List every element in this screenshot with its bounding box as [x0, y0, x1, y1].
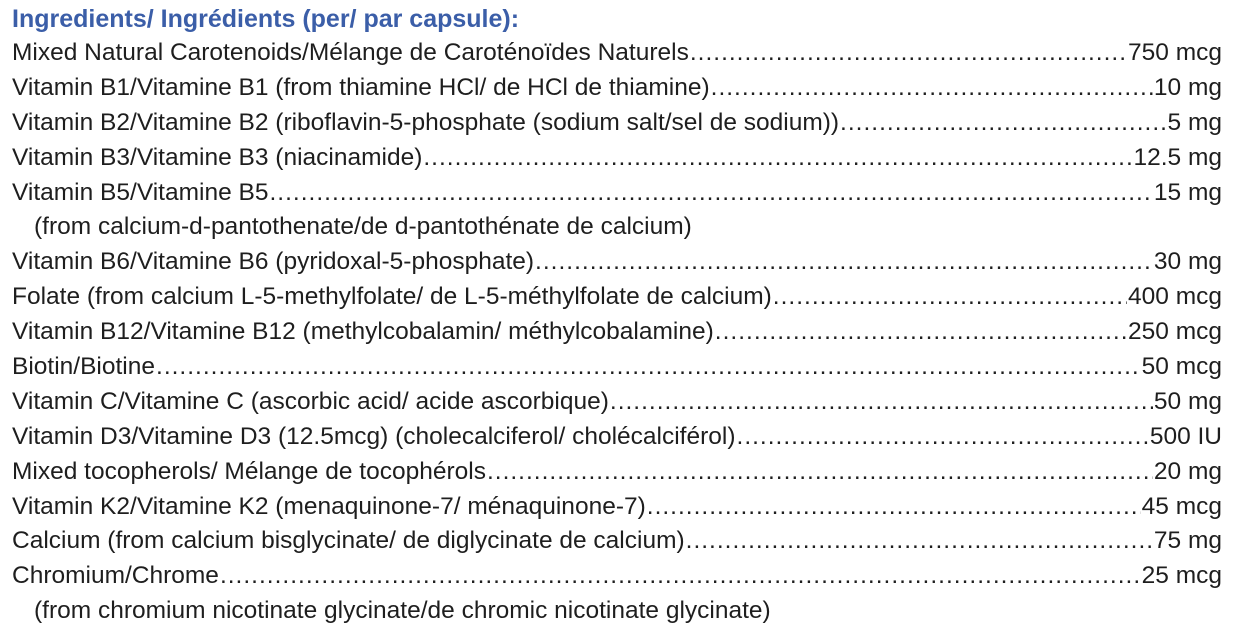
dot-leader — [487, 455, 1153, 490]
dot-leader — [535, 245, 1153, 280]
ingredient-row — [12, 245, 1222, 280]
dot-leader — [737, 420, 1149, 455]
dot-leader — [269, 176, 1152, 211]
dot-leader — [220, 559, 1141, 594]
dot-leader — [423, 141, 1132, 176]
ingredient-row — [12, 141, 1222, 176]
ingredient-row — [12, 176, 1222, 211]
dot-leader — [610, 385, 1153, 420]
dot-leader — [690, 36, 1127, 71]
ingredient-name: Mixed Natural Carotenoids/Mélange de Caroténoïdes Naturels — [12, 39, 689, 66]
ingredient-row — [12, 385, 1222, 420]
ingredient-amount: 50 mcg — [1141, 353, 1222, 381]
ingredient-amount: 50 mg — [1153, 387, 1222, 415]
dot-leader — [156, 350, 1141, 385]
dot-leader — [647, 490, 1141, 525]
ingredient-name: Vitamin B2/Vitamine B2 (riboflavin-5-phosphate (sodium salt/sel de sodium)) — [12, 108, 840, 136]
ingredient-name: Vitamin B1/Vitamine B1 (from thiamine HCl/ de HCl de thiamine) — [12, 73, 710, 101]
ingredient-row — [12, 36, 1222, 71]
ingredient-row — [12, 280, 1222, 315]
ingredient-name: Vitamin D3/Vitamine D3 (12.5mcg) (cholecalciferol/ cholécalciférol) — [12, 422, 736, 450]
ingredients-heading: Ingredients/ Ingrédients (per/ par capsule): — [12, 5, 520, 33]
ingredient-source-note: (from calcium-d-pantothenate/de d-pantothénate de calcium) — [34, 213, 692, 241]
ingredient-row — [12, 559, 1222, 594]
ingredient-name: Vitamin C/Vitamine C (ascorbic acid/ acide ascorbique) — [12, 387, 609, 415]
ingredient-row — [12, 420, 1222, 455]
dot-leader — [715, 315, 1127, 350]
ingredient-name: Vitamin B12/Vitamine B12 (methylcobalamin/ méthylcobalamine) — [12, 318, 714, 346]
ingredient-amount: 10 mg — [1153, 73, 1222, 101]
ingredient-name: Chromium/Chrome — [12, 562, 219, 590]
ingredient-amount: 15 mg — [1153, 178, 1222, 206]
ingredient-name: Calcium (from calcium bisglycinate/ de diglycinate de calcium) — [12, 527, 685, 555]
ingredient-amount: 250 mcg — [1128, 318, 1222, 346]
ingredient-amount: 25 mcg — [1141, 562, 1222, 590]
ingredient-amount: 400 mcg — [1128, 283, 1222, 311]
ingredient-row — [12, 106, 1222, 141]
ingredient-amount: 750 mcg — [1128, 39, 1222, 66]
dot-leader — [686, 524, 1153, 559]
ingredient-amount: 5 mg — [1167, 108, 1222, 136]
ingredient-name: Mixed tocopherols/ Mélange de tocophérols — [12, 457, 486, 485]
ingredient-name: Biotin/Biotine — [12, 353, 156, 381]
ingredient-amount: 20 mg — [1153, 457, 1222, 485]
dot-leader — [711, 71, 1153, 106]
ingredient-row — [12, 490, 1222, 525]
ingredient-amount: 30 mg — [1153, 248, 1222, 276]
ingredient-name: Vitamin B3/Vitamine B3 (niacinamide) — [12, 143, 423, 171]
ingredient-row — [12, 524, 1222, 559]
ingredient-row — [12, 350, 1222, 385]
ingredient-row — [12, 71, 1222, 106]
dot-leader — [840, 106, 1166, 141]
ingredient-row — [12, 455, 1222, 490]
ingredient-name: Vitamin B6/Vitamine B6 (pyridoxal-5-phosphate) — [12, 248, 535, 276]
ingredient-amount: 75 mg — [1153, 527, 1222, 555]
ingredient-row — [12, 315, 1222, 350]
ingredient-amount: 45 mcg — [1141, 492, 1222, 520]
ingredients-list — [12, 36, 1222, 629]
ingredient-source-note: (from chromium nicotinate glycinate/de chromic nicotinate glycinate) — [34, 597, 771, 625]
ingredient-name: Folate (from calcium L-5-methylfolate/ de L-5-méthylfolate de calcium) — [12, 283, 772, 311]
dot-leader — [773, 280, 1127, 315]
ingredient-name: Vitamin K2/Vitamine K2 (menaquinone-7/ ménaquinone-7) — [12, 492, 646, 520]
ingredient-amount: 500 IU — [1149, 422, 1222, 450]
ingredient-amount: 12.5 mg — [1133, 143, 1222, 171]
ingredient-name: Vitamin B5/Vitamine B5 — [12, 178, 269, 206]
